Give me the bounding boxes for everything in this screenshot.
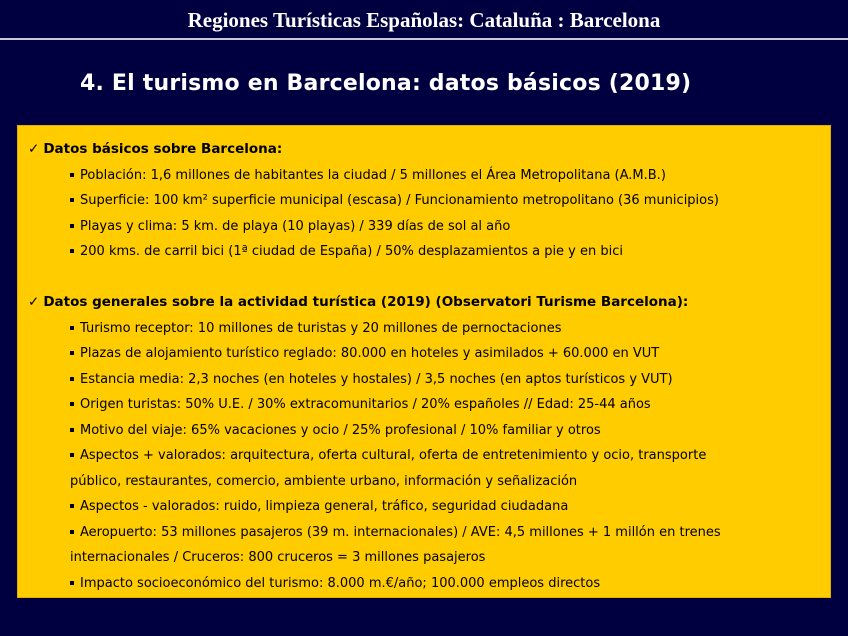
- header-title: Regiones Turísticas Españolas: Cataluña : Barcelona: [187, 8, 661, 32]
- bullet-square-icon: [70, 504, 74, 508]
- list-item-text: 200 kms. de carril bici (1ª ciudad de España) / 50% desplazamientos a pie y en bici: [80, 244, 624, 259]
- section-heading-tourism-activity: [28, 290, 830, 316]
- list-item: [28, 163, 830, 189]
- bullet-square-icon: [70, 581, 74, 585]
- list-item: [28, 214, 830, 240]
- list-item-text: Plazas de alojamiento turístico reglado: 80.000 en hoteles y asimilados + 60.000 en VUT: [80, 346, 660, 361]
- bullet-square-icon: [70, 326, 74, 330]
- list-item: [28, 571, 830, 597]
- section-heading-text: Datos generales sobre la actividad turística (2019) (Observatori Turisme Barcelona):: [43, 294, 689, 310]
- bullet-square-icon: [70, 453, 74, 457]
- page-title: 4. El turismo en Barcelona: datos básicos (2019): [80, 71, 692, 96]
- list-item-text: Superficie: 100 km² superficie municipal (escasa) / Funcionamiento metropolitano (36 municipios): [80, 193, 719, 208]
- bullet-square-icon: [70, 428, 74, 432]
- list-item-text: Motivo del viaje: 65% vacaciones y ocio / 25% profesional / 10% familiar y otros: [80, 422, 601, 438]
- bullet-square-icon: [70, 249, 74, 253]
- bullet-list-basic-data: [28, 163, 830, 265]
- list-item: [28, 392, 830, 418]
- bullet-square-icon: [70, 351, 74, 355]
- list-item-text: Impacto socioeconómico del turismo: 8.000 m.€/año; 100.000 empleos directos: [80, 575, 601, 591]
- list-item: [28, 341, 830, 367]
- content-box: [17, 125, 831, 598]
- header-divider: [0, 38, 848, 40]
- list-item-continuation: [28, 545, 830, 571]
- list-item: [28, 520, 830, 546]
- list-item-text: Aspectos + valorados: arquitectura, oferta cultural, oferta de entretenimiento y ocio, transporte: [80, 448, 707, 463]
- list-item-text: Origen turistas: 50% U.E. / 30% extracomunitarios / 20% españoles // Edad: 25-44 años: [80, 397, 651, 412]
- list-item-text: Aeropuerto: 53 millones pasajeros (39 m. internacionales) / AVE: 4,5 millones + 1 millón en trenes: [80, 524, 721, 540]
- list-item: [28, 316, 830, 342]
- list-item: [28, 367, 830, 393]
- section-heading-text: Datos básicos sobre Barcelona:: [43, 141, 283, 157]
- list-item-text: Aspectos - valorados: ruido, limpieza general, tráfico, seguridad ciudadana: [80, 499, 569, 514]
- checkmark-icon: ✓: [28, 294, 40, 310]
- bullet-square-icon: [70, 198, 74, 202]
- section-spacer: [28, 265, 830, 291]
- list-item: [28, 188, 830, 214]
- list-item-text: Población: 1,6 millones de habitantes la ciudad / 5 millones el Área Metropolitana (A.M.B.): [80, 167, 666, 183]
- checkmark-icon: ✓: [28, 141, 40, 157]
- bullet-square-icon: [70, 173, 74, 177]
- list-item-text: internacionales / Cruceros: 800 cruceros = 3 millones pasajeros: [70, 550, 486, 565]
- section-heading-basic-data: [28, 137, 830, 163]
- list-item-continuation: [28, 469, 830, 495]
- list-item: [28, 494, 830, 520]
- list-item-text: Playas y clima: 5 km. de playa (10 playas) / 339 días de sol al año: [80, 218, 511, 234]
- list-item-text: Turismo receptor: 10 millones de turistas y 20 millones de pernoctaciones: [80, 320, 562, 336]
- bullet-square-icon: [70, 402, 74, 406]
- list-item-text: público, restaurantes, comercio, ambiente urbano, información y señalización: [70, 473, 578, 489]
- list-item: [28, 239, 830, 265]
- bullet-list-tourism-activity: [28, 316, 830, 597]
- list-item: [28, 443, 830, 469]
- list-item-text: Estancia media: 2,3 noches (en hoteles y hostales) / 3,5 noches (en aptos turísticos y VUT): [80, 371, 673, 387]
- bullet-square-icon: [70, 377, 74, 381]
- bullet-square-icon: [70, 224, 74, 228]
- list-item: [28, 418, 830, 444]
- bullet-square-icon: [70, 530, 74, 534]
